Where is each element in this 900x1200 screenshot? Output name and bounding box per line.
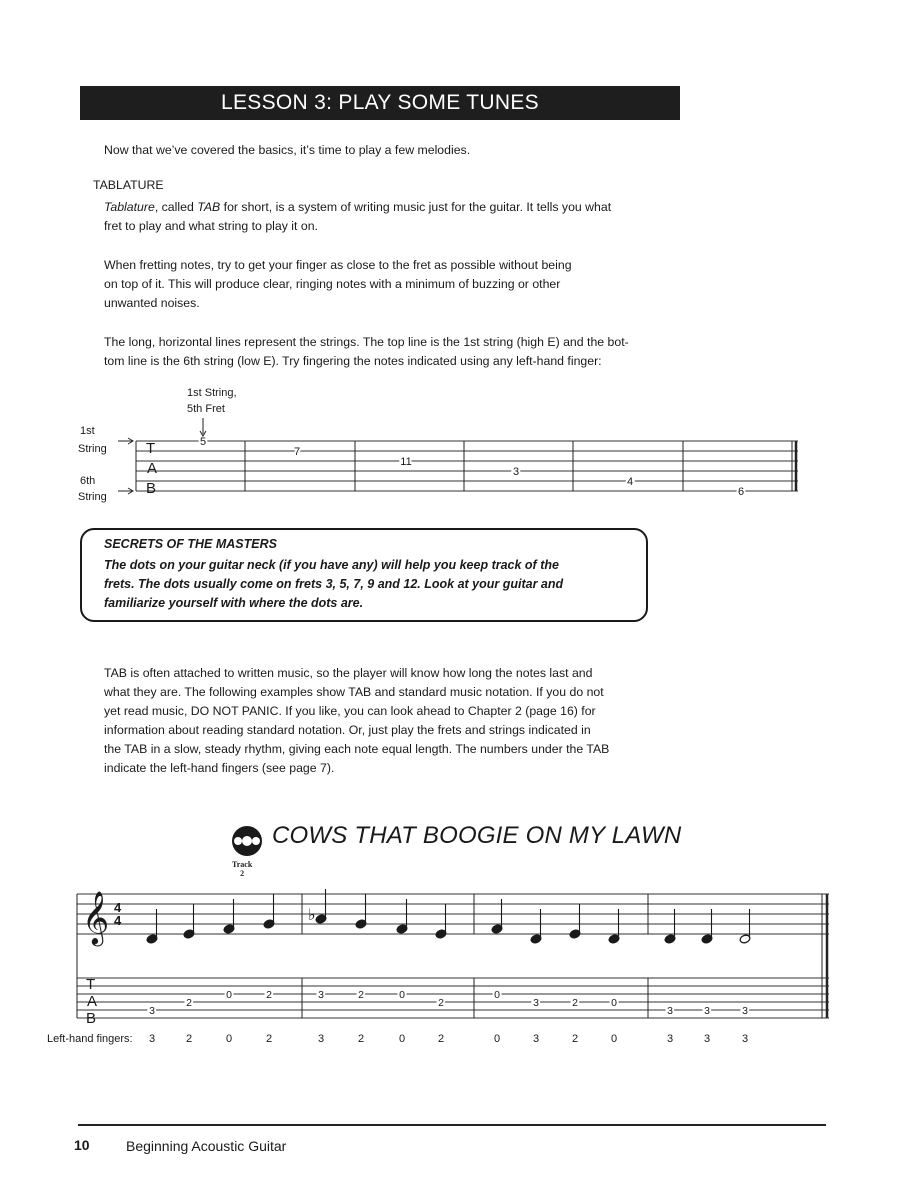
finger-number: 2 <box>357 1033 365 1045</box>
finger-number: 2 <box>265 1033 273 1045</box>
tab-fret-number: 4 <box>626 476 634 488</box>
label-1st-string: String <box>78 443 107 455</box>
finger-number: 0 <box>610 1033 618 1045</box>
tab-fret-number: 3 <box>512 466 520 478</box>
finger-number: 3 <box>741 1033 749 1045</box>
tab2-fret-number: 0 <box>399 989 405 1001</box>
secrets-body: The dots on your guitar neck (if you have any) will help you keep track of the frets. The dots usually come on frets 3, 5, 7, 9 and 12. Look at your guitar and familiarize yourself with where the dots are. <box>104 558 564 610</box>
finger-number: 2 <box>571 1033 579 1045</box>
tab-clef-b: B <box>146 480 157 497</box>
tablature-paragraph-3: The long, horizontal lines represent the strings. The top line is the 1st string (high E) and the bot- tom line is the 6th string (low E). Try fingering the notes indicated using any left-hand finger: <box>104 335 629 368</box>
tablature-p1-line2: fret to play and what string to play it on. <box>104 219 318 233</box>
tab2-fret-number: 2 <box>186 997 192 1009</box>
secrets-title: SECRETS OF THE MASTERS <box>104 537 277 551</box>
finger-number: 3 <box>532 1033 540 1045</box>
callout-line-2: 5th Fret <box>187 403 225 415</box>
tab2-fret-number: 3 <box>149 1005 155 1017</box>
track-label: Track 2 <box>232 860 253 878</box>
tab-clef-t: T <box>146 440 156 457</box>
tab2-clef-b: B <box>86 1010 97 1027</box>
tab2-fret-number: 0 <box>611 997 617 1009</box>
label-6th-string: String <box>78 491 107 503</box>
tab2-fret-number: 2 <box>572 997 578 1009</box>
time-sig-bottom: 4 <box>114 913 122 928</box>
tab2-fret-number: 2 <box>358 989 364 1001</box>
tab2-clef-a: A <box>87 993 98 1010</box>
cd-icon <box>232 826 262 856</box>
finger-number: 3 <box>148 1033 156 1045</box>
tab2-fret-number: 3 <box>742 1005 748 1017</box>
fingers-label: Left-hand fingers: <box>47 1033 133 1045</box>
tab-fret-number: 6 <box>737 486 745 498</box>
tab2-fret-number: 2 <box>438 997 444 1009</box>
tab-fret-number: 11 <box>400 456 412 468</box>
tab2-fret-number: 0 <box>494 989 500 1001</box>
tab2-fret-number: 3 <box>704 1005 710 1017</box>
finger-number: 3 <box>317 1033 325 1045</box>
tablature-p1-line1: Tablature, called TAB for short, is a system of writing music just for the guitar. It tells you what <box>104 200 612 214</box>
label-1st: 1st <box>80 425 95 437</box>
flat-sign: ♭ <box>308 907 316 924</box>
tab2-fret-number: 0 <box>226 989 232 1001</box>
finger-number: 3 <box>666 1033 674 1045</box>
finger-number: 2 <box>185 1033 193 1045</box>
lesson-title: LESSON 3: PLAY SOME TUNES <box>221 91 539 114</box>
label-6th: 6th <box>80 475 96 487</box>
tab-fret-number: 7 <box>293 446 301 458</box>
tab2-clef-t: T <box>86 976 96 993</box>
finger-number: 3 <box>703 1033 711 1045</box>
tab-fret-number: 5 <box>199 436 207 448</box>
tablature-heading: TABLATURE <box>93 178 164 192</box>
intro-text: Now that we’ve covered the basics, it’s time to play a few melodies. <box>104 143 471 157</box>
time-sig-top: 4 <box>114 900 122 915</box>
tab2-fret-number: 2 <box>266 989 272 1001</box>
song-title: COWS THAT BOOGIE ON MY LAWN <box>272 822 682 849</box>
tab2-fret-number: 3 <box>318 989 324 1001</box>
arrow-6th-string <box>118 488 133 494</box>
finger-number: 0 <box>225 1033 233 1045</box>
notation-paragraph: TAB is often attached to written music, so the player will know how long the notes last and what they are. The following examples show TAB and standard music notation. If you do not yet read music, DO NOT PANIC. If you like, you can look ahead to Chapter 2 (page 16) for information about reading standard notation. Or, just play the frets and strings indicated in the TAB in a slow, steady rhythm, giving each note equal length. The numbers under the TAB indicate the left-hand fingers (see page 7). <box>104 666 610 775</box>
tab-example-staff <box>78 387 798 503</box>
song-tab-staff <box>77 976 829 1027</box>
finger-number: 2 <box>437 1033 445 1045</box>
page-number: 10 <box>74 1137 90 1153</box>
treble-clef: 𝄞 <box>82 891 110 943</box>
tablature-paragraph-2: When fretting notes, try to get your finger as close to the fret as possible without being on top of it. This will produce clear, ringing notes with a minimum of buzzing or other unwanted noises. <box>104 258 572 310</box>
finger-number: 0 <box>398 1033 406 1045</box>
callout-line-1: 1st String, <box>187 387 237 399</box>
finger-number: 0 <box>493 1033 501 1045</box>
tab-clef-a: A <box>147 460 158 477</box>
tab2-fret-number: 3 <box>533 997 539 1009</box>
arrow-1st-string <box>118 438 133 444</box>
tab2-fret-number: 3 <box>667 1005 673 1017</box>
book-title: Beginning Acoustic Guitar <box>126 1138 287 1154</box>
